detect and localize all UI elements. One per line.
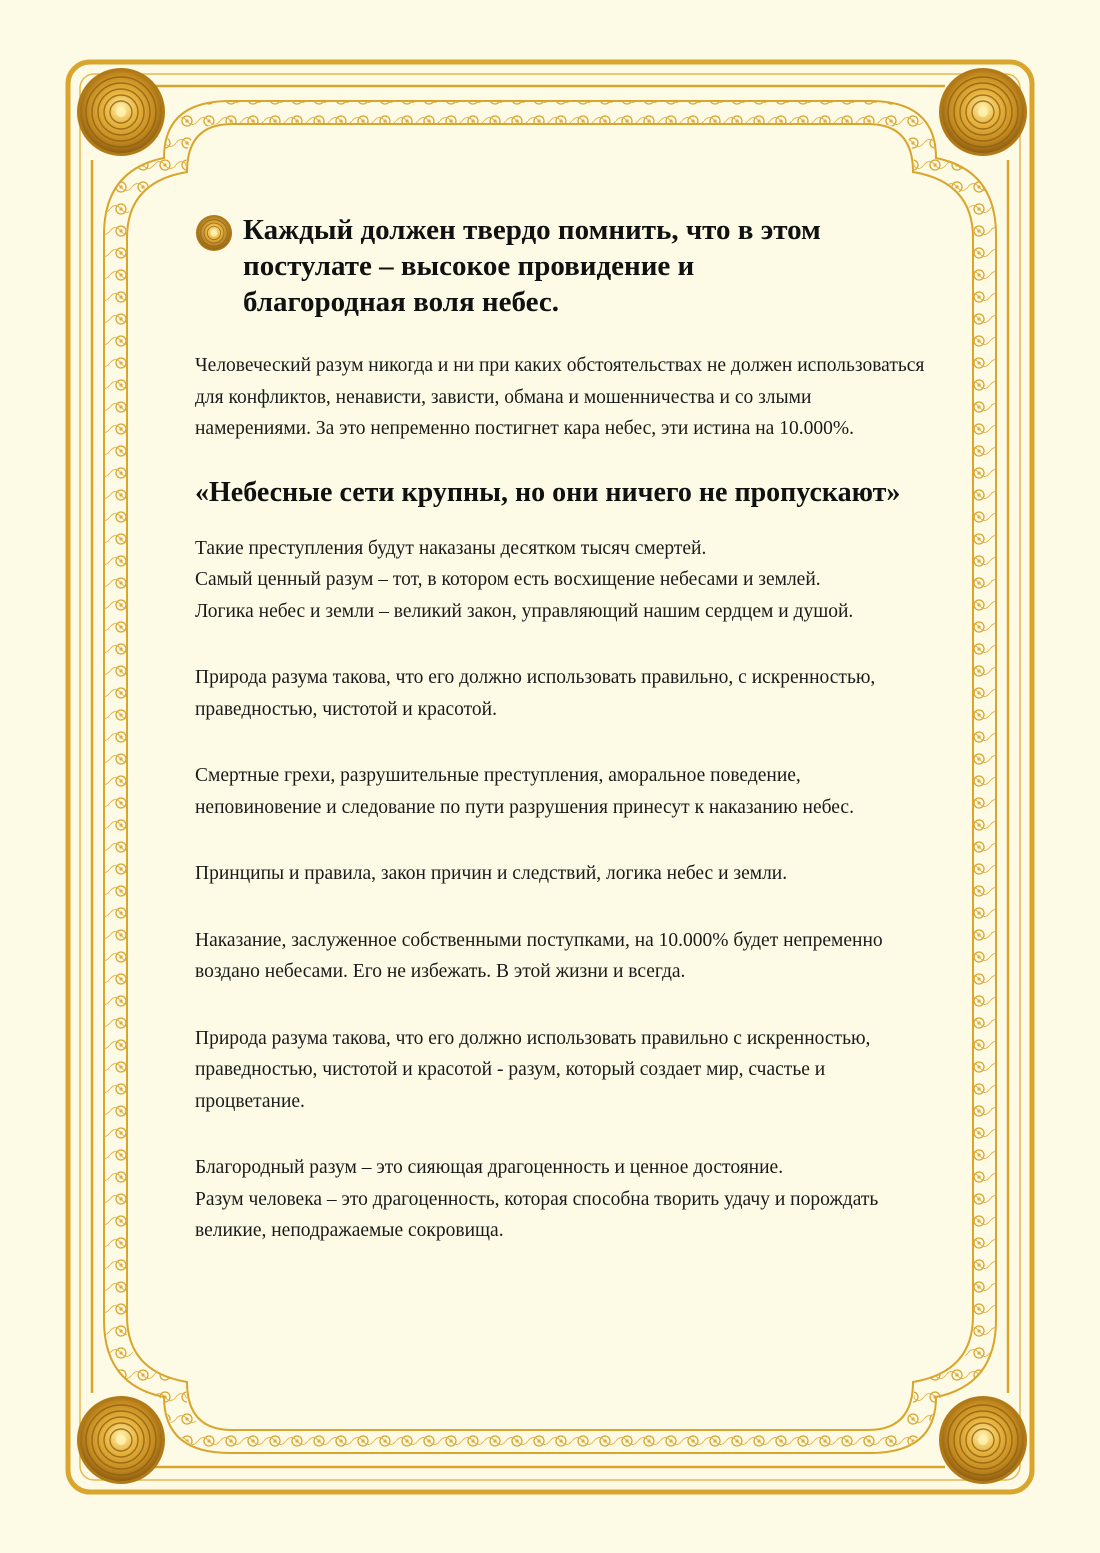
paragraph-2-line-2: Самый ценный разум – тот, в котором есть восхищение небесами и землей. xyxy=(195,569,821,590)
subheading-quote: «Небесные сети крупны, но они ничего не пропускают» xyxy=(195,476,901,508)
corner-medallion-bottom-right xyxy=(939,1396,1027,1484)
corner-medallion-bottom-left xyxy=(77,1396,165,1484)
paragraph-8 xyxy=(195,1152,925,1247)
corner-medallion-top-left xyxy=(77,68,165,156)
paragraph-8-line-1: Благородный разум – это сияющая драгоценность и ценное достояние. xyxy=(195,1157,784,1178)
paragraph-8-line-2: Разум человека – это драгоценность, которая способна творить удачу и порождать великие, неподражаемые сокровища. xyxy=(195,1188,879,1241)
paragraph-2-line-1: Такие преступления будут наказаны десятком тысяч смертей. xyxy=(195,537,707,559)
paragraph-3: Природа разума такова, что его должно использовать правильно, с искренностью, праведностью, чистотой и красотой. xyxy=(195,667,876,720)
paragraph-4: Смертные грехи, разрушительные преступления, аморальное поведение, неповиновение и следование по пути разрушения принесут к наказанию небес. xyxy=(195,765,854,818)
paragraph-1: Человеческий разум никогда и ни при каких обстоятельствах не должен использоваться для конфликтов, ненависти, зависти, обмана и мошенничества и со злыми намерениями. За это непременно постигнет кара небес, эти истина на 10.000%. xyxy=(195,355,925,439)
paragraph-2 xyxy=(195,533,925,628)
heading-row xyxy=(195,212,925,320)
document-body xyxy=(195,212,925,1247)
gold-medallion-icon xyxy=(195,214,233,252)
main-heading: Каждый должен твердо помнить, что в этом постулате – высокое провидение и благородная воля небес. xyxy=(243,214,821,318)
paragraph-7: Природа разума такова, что его должно использовать правильно с искренностью, праведностью, чистотой и красотой - разум, который создает мир, счастье и процветание. xyxy=(195,1027,871,1112)
paragraph-6: Наказание, заслуженное собственными поступками, на 10.000% будет непременно воздано небесами. Его не избежать. В этой жизни и всегда. xyxy=(195,929,883,982)
corner-medallion-top-right xyxy=(939,68,1027,156)
paragraph-2-line-3: Логика небес и земли – великий закон, управляющий нашим сердцем и душой. xyxy=(195,600,854,622)
paragraph-5: Принципы и правила, закон причин и следствий, логика небес и земли. xyxy=(195,863,788,884)
